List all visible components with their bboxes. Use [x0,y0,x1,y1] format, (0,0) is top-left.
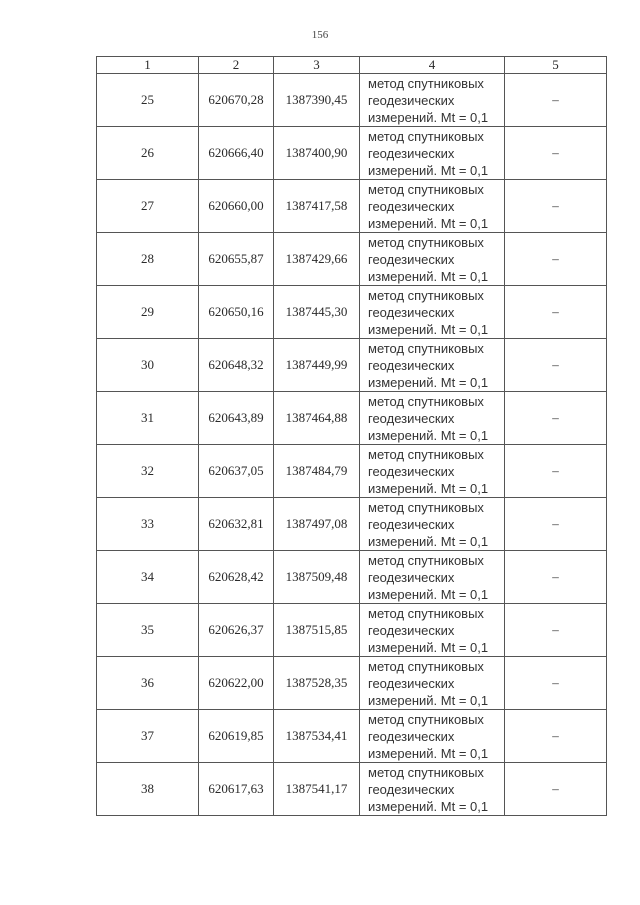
method-cell [360,445,505,498]
method-cell [360,498,505,551]
y-coordinate: 1387417,58 [274,180,360,233]
method-line-3: измерений. Mt = 0,1 [368,480,489,496]
method-line-1: метод спутниковых [368,340,484,356]
x-coordinate: 620648,32 [199,339,274,392]
table-row [97,180,607,233]
method-line-3: измерений. Mt = 0,1 [368,268,489,284]
method-line-3: измерений. Mt = 0,1 [368,215,489,231]
method-line-2: геодезических [368,516,455,532]
method-cell [360,551,505,604]
y-coordinate: 1387515,85 [274,604,360,657]
x-coordinate: 620655,87 [199,233,274,286]
method-line-3: измерений. Mt = 0,1 [368,692,489,708]
coordinates-table [96,56,607,816]
column-5-value: – [505,74,607,127]
point-number: 30 [97,339,199,392]
method-line-3: измерений. Mt = 0,1 [368,374,489,390]
point-number: 35 [97,604,199,657]
column-5-value: – [505,498,607,551]
column-5-value: – [505,763,607,816]
table-row [97,657,607,710]
method-line-2: геодезических [368,198,455,214]
y-coordinate: 1387534,41 [274,710,360,763]
method-line-3: измерений. Mt = 0,1 [368,427,489,443]
method-cell [360,657,505,710]
y-coordinate: 1387509,48 [274,551,360,604]
column-5-value: – [505,339,607,392]
method-line-2: геодезических [368,410,455,426]
x-coordinate: 620632,81 [199,498,274,551]
header-row [97,57,607,74]
column-5-value: – [505,392,607,445]
method-line-1: метод спутниковых [368,75,484,91]
page-number: 156 [311,29,329,41]
method-cell [360,180,505,233]
table-row [97,710,607,763]
method-line-1: метод спутниковых [368,181,484,197]
table-row [97,604,607,657]
method-line-2: геодезических [368,569,455,585]
x-coordinate: 620628,42 [199,551,274,604]
method-line-1: метод спутниковых [368,128,484,144]
y-coordinate: 1387449,99 [274,339,360,392]
x-coordinate: 620622,00 [199,657,274,710]
column-5-value: – [505,551,607,604]
table-row [97,498,607,551]
method-line-3: измерений. Mt = 0,1 [368,162,489,178]
method-line-1: метод спутниковых [368,446,484,462]
header-col-3: 3 [274,57,360,74]
point-number: 27 [97,180,199,233]
method-line-1: метод спутниковых [368,658,484,674]
method-line-1: метод спутниковых [368,499,484,515]
y-coordinate: 1387400,90 [274,127,360,180]
method-line-2: геодезических [368,728,455,744]
table-row [97,445,607,498]
point-number: 33 [97,498,199,551]
table-row [97,127,607,180]
table-row [97,74,607,127]
table-row [97,392,607,445]
x-coordinate: 620670,28 [199,74,274,127]
method-line-3: измерений. Mt = 0,1 [368,321,489,337]
header-col-2: 2 [199,57,274,74]
method-line-1: метод спутниковых [368,764,484,780]
method-cell [360,339,505,392]
method-cell [360,127,505,180]
method-line-1: метод спутниковых [368,287,484,303]
point-number: 25 [97,74,199,127]
method-line-2: геодезических [368,145,455,161]
method-line-3: измерений. Mt = 0,1 [368,586,489,602]
method-line-3: измерений. Mt = 0,1 [368,109,489,125]
method-cell [360,392,505,445]
table-row [97,339,607,392]
column-5-value: – [505,127,607,180]
method-line-2: геодезических [368,92,455,108]
method-cell [360,763,505,816]
method-line-1: метод спутниковых [368,234,484,250]
method-cell [360,74,505,127]
method-line-1: метод спутниковых [368,552,484,568]
x-coordinate: 620617,63 [199,763,274,816]
table-row [97,233,607,286]
method-line-2: геодезических [368,357,455,373]
header-col-1: 1 [97,57,199,74]
table-row [97,286,607,339]
x-coordinate: 620660,00 [199,180,274,233]
point-number: 26 [97,127,199,180]
y-coordinate: 1387390,45 [274,74,360,127]
x-coordinate: 620650,16 [199,286,274,339]
y-coordinate: 1387429,66 [274,233,360,286]
method-cell [360,286,505,339]
column-5-value: – [505,180,607,233]
point-number: 38 [97,763,199,816]
column-5-value: – [505,604,607,657]
x-coordinate: 620619,85 [199,710,274,763]
table-row [97,551,607,604]
header-col-4: 4 [360,57,505,74]
column-5-value: – [505,657,607,710]
y-coordinate: 1387464,88 [274,392,360,445]
method-line-2: геодезических [368,463,455,479]
method-line-2: геодезических [368,675,455,691]
y-coordinate: 1387445,30 [274,286,360,339]
point-number: 34 [97,551,199,604]
method-line-2: геодезических [368,622,455,638]
point-number: 32 [97,445,199,498]
method-cell [360,604,505,657]
x-coordinate: 620626,37 [199,604,274,657]
table-row [97,763,607,816]
point-number: 29 [97,286,199,339]
y-coordinate: 1387541,17 [274,763,360,816]
x-coordinate: 620666,40 [199,127,274,180]
column-5-value: – [505,233,607,286]
point-number: 36 [97,657,199,710]
point-number: 28 [97,233,199,286]
method-line-3: измерений. Mt = 0,1 [368,798,489,814]
method-cell [360,233,505,286]
x-coordinate: 620643,89 [199,392,274,445]
method-line-2: геодезических [368,304,455,320]
point-number: 31 [97,392,199,445]
method-line-3: измерений. Mt = 0,1 [368,745,489,761]
method-line-2: геодезических [368,251,455,267]
method-line-1: метод спутниковых [368,711,484,727]
column-5-value: – [505,710,607,763]
column-5-value: – [505,286,607,339]
y-coordinate: 1387497,08 [274,498,360,551]
method-line-3: измерений. Mt = 0,1 [368,533,489,549]
column-5-value: – [505,445,607,498]
method-cell [360,710,505,763]
header-col-5: 5 [505,57,607,74]
method-line-1: метод спутниковых [368,605,484,621]
y-coordinate: 1387528,35 [274,657,360,710]
method-line-1: метод спутниковых [368,393,484,409]
method-line-2: геодезических [368,781,455,797]
method-line-3: измерений. Mt = 0,1 [368,639,489,655]
y-coordinate: 1387484,79 [274,445,360,498]
point-number: 37 [97,710,199,763]
x-coordinate: 620637,05 [199,445,274,498]
